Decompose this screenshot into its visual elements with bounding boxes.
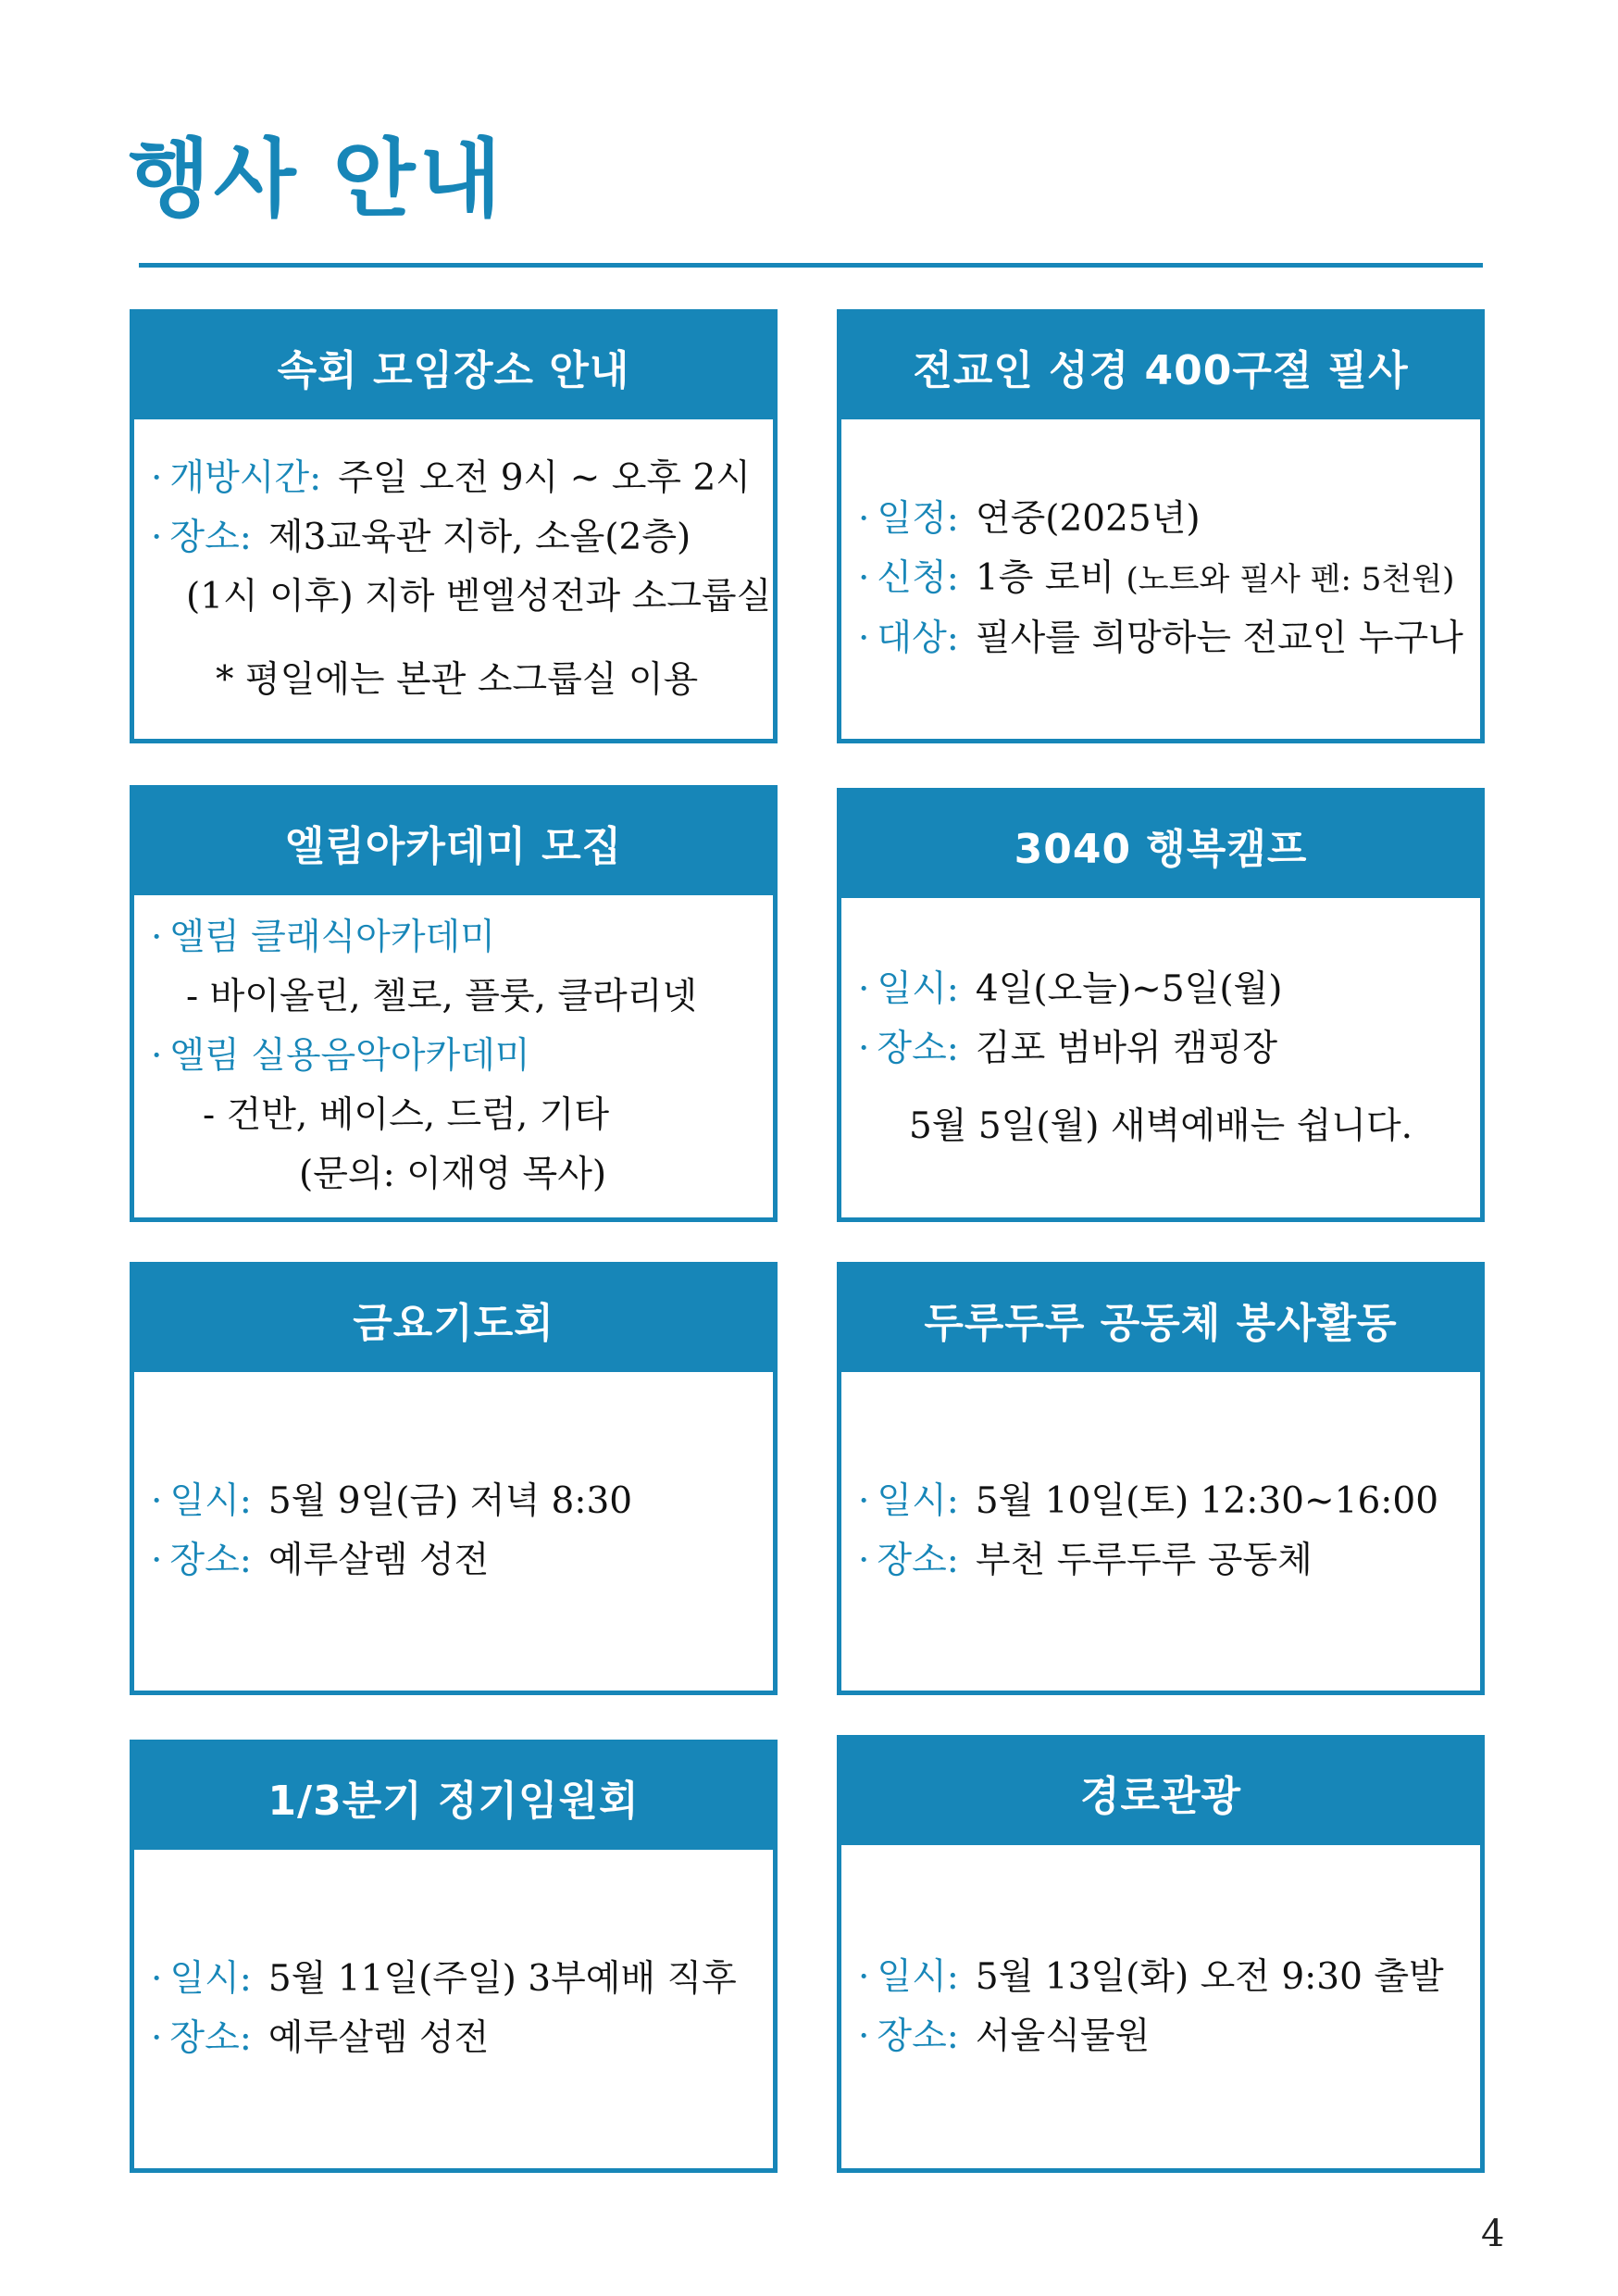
page-number: 4	[1481, 2213, 1505, 2255]
card-body	[841, 419, 1480, 739]
card-title: 3040 행복캠프	[841, 792, 1480, 898]
card-body	[134, 1850, 773, 2168]
info-line: · 일시: 4일(오늘)~5일(월)	[858, 967, 1283, 1010]
info-line: · 장소: 서울식물원	[858, 2015, 1151, 2057]
card-title: 1/3분기 정기임원회	[134, 1744, 773, 1850]
info-value: 5월 13일(화) 오전 9:30 출발	[975, 1955, 1444, 1998]
info-label: 개방시간:	[169, 456, 322, 499]
info-label: 일정:	[877, 498, 959, 540]
info-value: 예루살렘 성전	[268, 1540, 490, 1581]
info-line: - 건반, 베이스, 드럼, 기타	[203, 1094, 610, 1136]
info-line: · 일정: 연중(2025년)	[858, 498, 1201, 540]
card-body	[841, 1372, 1480, 1691]
info-label: 대상:	[877, 618, 959, 659]
card-title: 엘림아카데미 모집	[134, 790, 773, 895]
info-value: 예루살렘 성전	[268, 2017, 490, 2059]
info-label: 일시:	[877, 1480, 959, 1522]
info-line: · 엘림 실용음악아카데미	[151, 1035, 530, 1077]
card-title: 전교인 성경 400구절 필사	[841, 314, 1480, 419]
info-note: 5월 5일(월) 새벽예배는 쉽니다.	[908, 1104, 1413, 1147]
info-label: 장소:	[169, 1540, 252, 1581]
card-title: 금요기도회	[134, 1267, 773, 1372]
info-value: 5월 9일(금) 저녁 8:30	[268, 1480, 633, 1522]
info-value: 주일 오전 9시 ~ 오후 2시	[338, 456, 751, 499]
info-line: · 신청: 1층 로비 (노트와 필사 펜: 5천원)	[858, 557, 1455, 599]
info-value: 서울식물원	[975, 2015, 1151, 2057]
info-line: · 개방시간: 주일 오전 9시 ~ 오후 2시	[151, 456, 751, 499]
card-friday-prayer	[130, 1262, 778, 1695]
info-label: 일시:	[169, 1480, 252, 1522]
info-line: · 일시: 5월 9일(금) 저녁 8:30	[151, 1480, 633, 1522]
info-extra: (노트와 필사 펜: 5천원)	[1126, 561, 1455, 598]
card-elim-academy	[130, 785, 778, 1222]
title-divider	[139, 263, 1483, 268]
info-line: · 장소: 부천 두루두루 공동체	[858, 1540, 1313, 1581]
card-bible-transcription	[837, 309, 1485, 743]
card-body	[134, 419, 773, 739]
info-label: 엘림 실용음악아카데미	[169, 1035, 530, 1077]
card-title: 경로관광	[841, 1740, 1480, 1845]
info-label: 엘림 클래식아카데미	[169, 917, 495, 958]
info-note: * 평일에는 본관 소그룹실 이용	[216, 658, 699, 701]
page-title: 행사 안내	[128, 130, 505, 229]
info-value: 5월 11일(주일) 3부예배 직후	[268, 1958, 737, 2000]
info-value: 연중(2025년)	[975, 498, 1201, 540]
info-label: 장소:	[877, 1540, 959, 1581]
info-line: · 장소: 제3교육관 지하, 소올(2층)	[151, 516, 691, 558]
info-label: 장소:	[169, 516, 252, 558]
card-volunteer	[837, 1262, 1485, 1695]
info-label: 일시:	[877, 1955, 959, 1998]
info-line: (문의: 이재영 목사)	[299, 1154, 607, 1195]
info-value: 제3교육관 지하, 소올(2층)	[268, 516, 691, 558]
info-line: (1시 이후) 지하 벧엘성전과 소그룹실	[186, 575, 772, 618]
info-label: 일시:	[877, 967, 959, 1010]
info-line: - 바이올린, 첼로, 플룻, 클라리넷	[186, 976, 698, 1017]
card-3040-camp	[837, 788, 1485, 1222]
info-line: · 일시: 5월 11일(주일) 3부예배 직후	[151, 1958, 737, 2000]
card-title: 속회 모임장소 안내	[134, 314, 773, 419]
info-line: · 대상: 필사를 희망하는 전교인 누구나	[858, 618, 1463, 659]
info-line: · 일시: 5월 10일(토) 12:30~16:00	[858, 1480, 1439, 1522]
info-label: 장소:	[877, 2015, 959, 2057]
card-senior-tour	[837, 1735, 1485, 2173]
card-body	[841, 898, 1480, 1217]
info-label: 장소:	[169, 2017, 252, 2059]
card-body	[134, 1372, 773, 1691]
info-label: 신청:	[877, 557, 959, 599]
card-cell-meeting-places	[130, 309, 778, 743]
card-body	[134, 895, 773, 1217]
info-value: 5월 10일(토) 12:30~16:00	[975, 1480, 1439, 1522]
info-line: · 일시: 5월 13일(화) 오전 9:30 출발	[858, 1955, 1444, 1998]
info-label: 장소:	[877, 1027, 959, 1069]
info-value: 1층 로비	[975, 557, 1115, 599]
info-line: · 장소: 김포 범바위 캠핑장	[858, 1027, 1278, 1069]
info-value: 필사를 희망하는 전교인 누구나	[975, 618, 1463, 659]
info-line: · 엘림 클래식아카데미	[151, 917, 495, 958]
info-value: 부천 두루두루 공동체	[975, 1540, 1313, 1581]
info-value: 4일(오늘)~5일(월)	[975, 967, 1283, 1010]
info-value: 김포 범바위 캠핑장	[975, 1027, 1278, 1069]
info-line: · 장소: 예루살렘 성전	[151, 1540, 490, 1581]
card-quarterly-meeting	[130, 1740, 778, 2173]
card-title: 두루두루 공동체 봉사활동	[841, 1267, 1480, 1372]
card-body	[841, 1845, 1480, 2168]
info-line: · 장소: 예루살렘 성전	[151, 2017, 490, 2059]
info-label: 일시:	[169, 1958, 252, 2000]
